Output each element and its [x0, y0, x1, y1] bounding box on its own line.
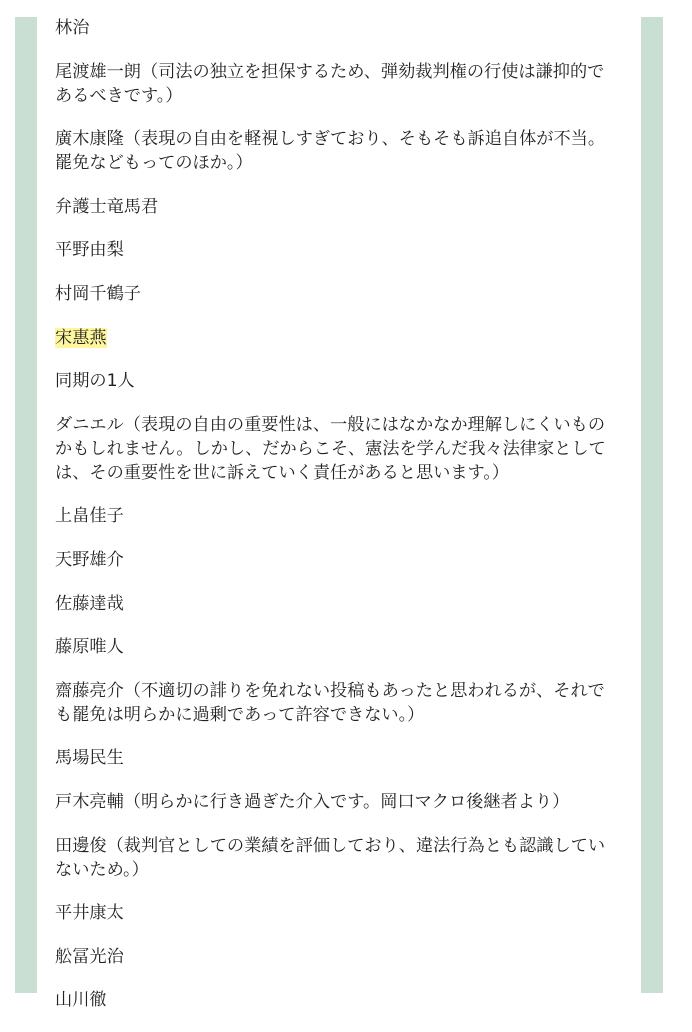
entry-text: 平野由梨: [55, 240, 124, 261]
list-item: [55, 413, 620, 485]
list-item: [55, 16, 620, 40]
list-item: [55, 369, 620, 393]
entry-text: 廣木康隆（表現の自由を軽視しすぎており、そもそも訴追自体が不当。罷免などもってのほか。）: [55, 129, 606, 174]
entry-text: 佐藤達哉: [55, 593, 124, 614]
entry-text: 田邊俊（裁判官としての業績を評価しており、違法行為とも認識していないため。）: [55, 835, 606, 880]
entry-text: 同期の1人: [55, 371, 135, 392]
signatory-list: [55, 16, 620, 1032]
entry-text: 天野雄介: [55, 549, 124, 570]
list-item: [55, 326, 620, 350]
entry-text: 弁護士竜馬君: [55, 196, 159, 217]
list-item: [55, 548, 620, 572]
entry-text: 馬場民生: [55, 748, 124, 769]
list-item: [55, 60, 620, 108]
list-item: [55, 988, 620, 1012]
entry-text: ダニエル（表現の自由の重要性は、一般にはなかなか理解しにくいものかもしれません。しかし、だからこそ、憲法を学んだ我々法律家としては、その重要性を世に訴えていく責任があると思います。）: [55, 414, 606, 483]
list-item: [55, 504, 620, 528]
right-border-rail: [641, 17, 663, 993]
entry-text: 戸木亮輔（明らかに行き過ぎた介入です。岡口マクロ後継者より）: [55, 791, 570, 812]
entry-text: 齋藤亮介（不適切の誹りを免れない投稿もあったと思われるが、それでも罷免は明らかに過剰であって許容できない。）: [55, 680, 605, 725]
entry-text: 林治: [55, 18, 90, 38]
list-item: [55, 592, 620, 616]
entry-text: 上畠佳子: [55, 506, 124, 527]
list-item: [55, 901, 620, 925]
list-item: [55, 635, 620, 659]
list-item: [55, 195, 620, 219]
entry-text: 尾渡雄一朗（司法の独立を担保するため、弾劾裁判権の行使は謙抑的であるべきです。）: [55, 61, 605, 106]
entry-text: 平井康太: [55, 903, 124, 924]
list-item: [55, 679, 620, 727]
entry-text: 村岡千鶴子: [55, 283, 141, 304]
entry-text: 舩冨光治: [55, 946, 124, 967]
entry-text: 藤原唯人: [55, 637, 124, 658]
list-item: [55, 282, 620, 306]
list-item: [55, 790, 620, 814]
list-item: [55, 238, 620, 262]
list-item: [55, 834, 620, 882]
list-item: [55, 746, 620, 770]
entry-text: 山川徹: [55, 990, 107, 1011]
list-item: [55, 127, 620, 175]
highlighted-entry-text: 宋惠燕: [55, 327, 107, 348]
left-border-rail: [15, 17, 37, 993]
list-item: [55, 945, 620, 969]
